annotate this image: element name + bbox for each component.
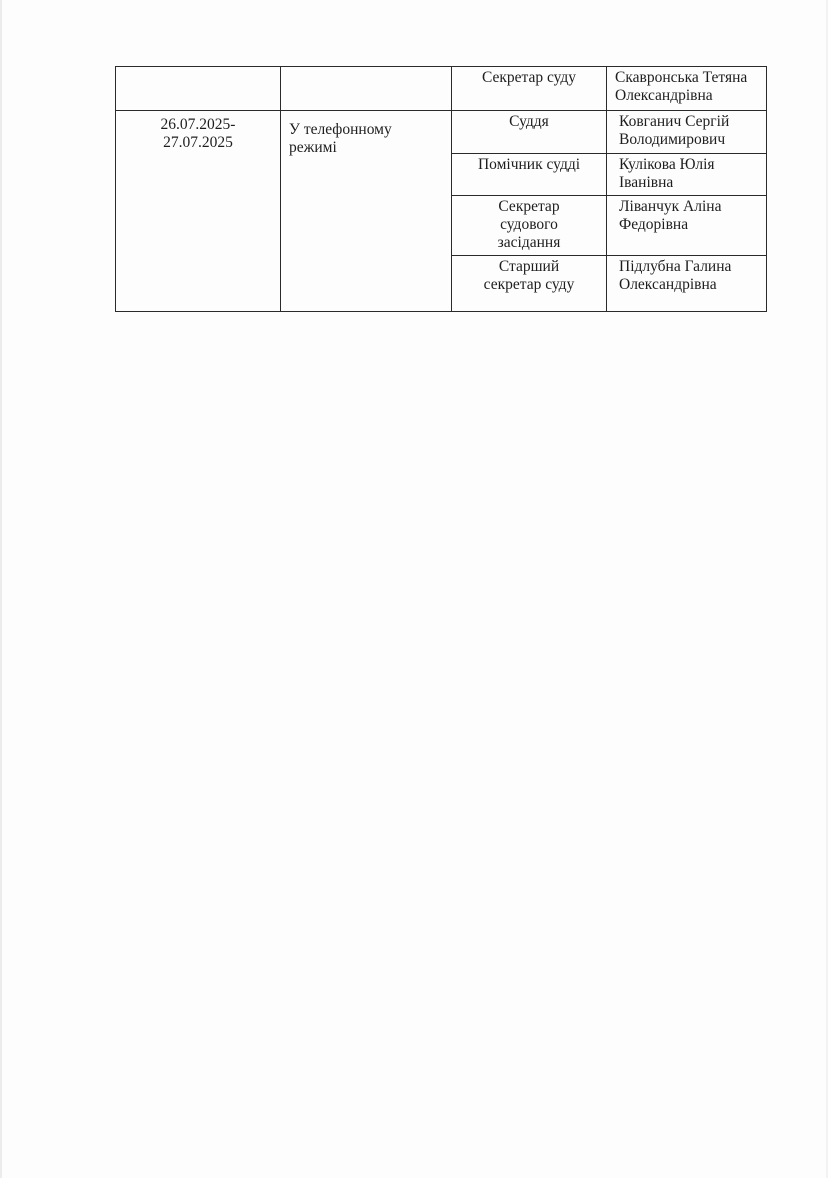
name-line: Іванівна [619,174,674,191]
role-cell [452,154,607,196]
role-cell: Секретар суду [452,67,607,111]
mode-cell [281,111,452,312]
role-line: секретар суду [483,276,575,293]
name-cell [607,111,767,154]
name-line: Скавронська Тетяна [615,69,748,86]
name-cell [607,67,767,111]
name-line: Підлубна Галина [619,258,732,275]
name-line: Ліванчук Аліна [619,198,722,215]
role-line: Суддя [509,113,549,130]
date-cell [116,67,281,111]
name-line: Кулікова Юлія [619,156,715,173]
date-range-cell [116,111,281,312]
name-line: Володимирович [619,131,726,148]
name-cell [607,154,767,196]
role-cell [452,196,607,256]
role-line: Старший [498,258,560,275]
scan-edge-left [0,0,2,1178]
table-row [116,67,767,111]
date-start: 26.07.2025- [160,116,236,133]
name-cell [607,256,767,312]
name-cell [607,196,767,256]
name-line: Федорівна [619,216,689,233]
date-end: 27.07.2025 [163,134,233,151]
duty-schedule-table [115,66,767,312]
role-cell [452,111,607,154]
name-line: Ковганич Сергій [619,113,730,130]
name-line: Олександрівна [619,276,717,293]
table-row [116,111,767,154]
mode-cell [281,67,452,111]
role-line: засідання [497,234,561,251]
name-line: Олександрівна [615,87,713,104]
role-line: Помічник судді [477,156,581,173]
role-cell [452,256,607,312]
role-line: судового [500,216,558,233]
role-line: Секретар [498,198,560,215]
mode-line: режимі [289,139,337,156]
mode-line: У телефонному [289,121,392,138]
